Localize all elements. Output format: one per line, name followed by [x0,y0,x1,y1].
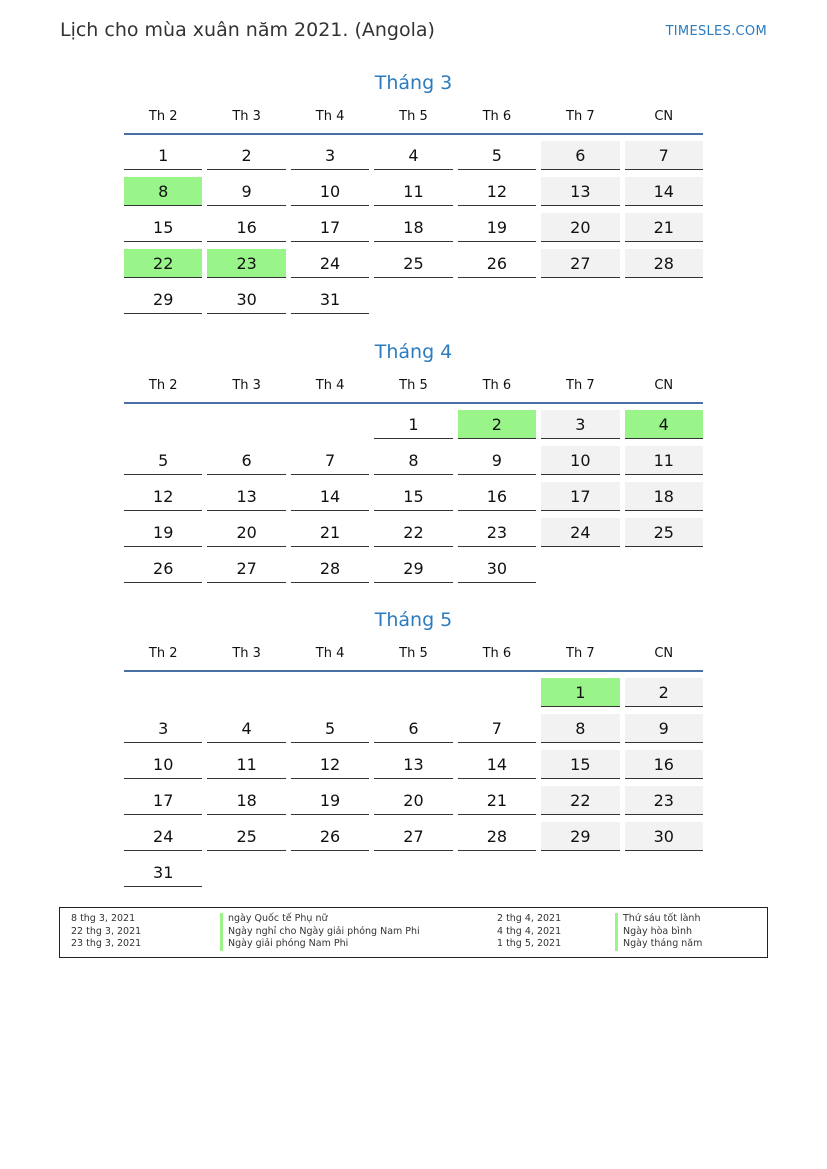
day-cell: 31 [124,858,202,887]
day-cell: 25 [625,518,703,547]
day-cell: 23 [207,249,285,278]
weekday-label: Th 2 [148,377,178,393]
week-row [124,446,703,476]
day-cell: 22 [374,518,452,547]
day-cell: 26 [291,822,369,851]
day-cell: 18 [374,213,452,242]
day-cell: 29 [124,285,202,314]
week-row [124,249,703,279]
day-cell: 21 [625,213,703,242]
empty-day-cell [541,858,619,887]
day-cell: 25 [374,249,452,278]
day-cell: 28 [458,822,536,851]
legend-date: 1 thg 5, 2021 [497,938,562,949]
weekday-label: Th 6 [482,377,512,393]
header-rule [124,670,703,672]
month-title: Tháng 3 [374,72,453,94]
day-cell: 26 [458,249,536,278]
month-calendar [124,607,703,888]
day-cell: 10 [541,446,619,475]
weekday-label: Th 6 [482,645,512,661]
day-cell: 21 [291,518,369,547]
weeks [124,141,703,315]
week-row [124,482,703,512]
day-cell: 14 [458,750,536,779]
day-cell: 10 [124,750,202,779]
empty-day-cell [207,410,285,439]
weekday-label: Th 7 [566,108,595,124]
day-cell: 17 [124,786,202,815]
day-cell: 4 [207,714,285,743]
day-cell: 27 [541,249,619,278]
legend-date: 22 thg 3, 2021 [71,925,142,937]
day-cell: 24 [291,249,369,278]
day-cell: 13 [374,750,452,779]
day-cell: 30 [625,822,703,851]
day-cell: 15 [124,213,202,242]
day-cell: 15 [541,750,619,779]
weekday-label: Th 2 [148,645,178,661]
day-cell: 12 [124,482,202,511]
week-row [124,518,703,548]
weekday-label: CN [654,108,674,124]
legend-holiday-name: Ngày giải phóng Nam Phi [220,938,420,951]
day-cell: 5 [124,446,202,475]
weekday-header [124,375,703,395]
day-cell: 24 [124,822,202,851]
week-row [124,678,703,708]
day-cell: 14 [625,177,703,206]
day-cell: 7 [291,446,369,475]
weekday-header [124,643,703,663]
day-cell: 7 [625,141,703,170]
day-cell: 5 [458,141,536,170]
day-cell: 16 [207,213,285,242]
weekday-label: Th 2 [148,108,178,124]
day-cell: 16 [458,482,536,511]
empty-day-cell [291,410,369,439]
empty-day-cell [374,285,452,314]
weekday-label: CN [654,645,674,661]
day-cell: 3 [124,714,202,743]
empty-day-cell [625,285,703,314]
day-cell: 1 [541,678,619,707]
weekday-label: Th 7 [566,377,595,393]
week-row [124,141,703,171]
day-cell: 9 [458,446,536,475]
day-cell: 23 [458,518,536,547]
empty-day-cell [541,554,619,583]
legend-dates-left [71,913,141,951]
day-cell: 7 [458,714,536,743]
legend-holiday-name: Thứ sáu tốt lành [615,913,702,926]
day-cell: 17 [541,482,619,511]
weekday-label: Th 5 [399,645,428,661]
month-calendar [124,339,703,584]
day-cell: 30 [207,285,285,314]
empty-day-cell [374,678,452,707]
day-cell: 22 [541,786,619,815]
empty-day-cell [625,554,703,583]
legend-date: 4 thg 4, 2021 [497,925,562,937]
day-cell: 6 [374,714,452,743]
day-cell: 17 [291,213,369,242]
day-cell: 8 [541,714,619,743]
weekday-label: Th 4 [315,645,345,661]
day-cell: 16 [625,750,703,779]
legend-names-left [220,913,420,951]
day-cell: 12 [291,750,369,779]
legend-holiday-name: Ngày nghỉ cho Ngày giải phóng Nam Phi [220,926,420,939]
day-cell: 4 [625,410,703,439]
day-cell: 8 [124,177,202,206]
day-cell: 28 [625,249,703,278]
day-cell: 4 [374,141,452,170]
day-cell: 9 [207,177,285,206]
day-cell: 11 [207,750,285,779]
weeks [124,410,703,584]
weekday-header [124,106,703,126]
weekday-label: Th 7 [566,645,595,661]
day-cell: 1 [374,410,452,439]
empty-day-cell [458,285,536,314]
week-row [124,410,703,440]
day-cell: 29 [374,554,452,583]
day-cell: 26 [124,554,202,583]
day-cell: 25 [207,822,285,851]
weekday-label: Th 6 [482,108,512,124]
day-cell: 9 [625,714,703,743]
empty-day-cell [124,678,202,707]
empty-day-cell [458,858,536,887]
day-cell: 21 [458,786,536,815]
weeks [124,678,703,888]
legend-dates-right [497,913,561,951]
day-cell: 22 [124,249,202,278]
day-cell: 10 [291,177,369,206]
empty-day-cell [541,285,619,314]
day-cell: 8 [374,446,452,475]
day-cell: 3 [541,410,619,439]
day-cell: 20 [207,518,285,547]
header-rule [124,402,703,404]
day-cell: 24 [541,518,619,547]
week-row [124,213,703,243]
weekday-label: Th 5 [399,108,428,124]
day-cell: 29 [541,822,619,851]
day-cell: 11 [625,446,703,475]
weekday-label: Th 4 [315,108,345,124]
day-cell: 6 [541,141,619,170]
weekday-label: Th 3 [232,645,261,661]
day-cell: 6 [207,446,285,475]
week-row [124,714,703,744]
day-cell: 15 [374,482,452,511]
legend-holiday-name: ngày Quốc tế Phụ nữ [220,913,420,926]
day-cell: 13 [207,482,285,511]
weekday-label: Th 5 [399,377,428,393]
day-cell: 28 [291,554,369,583]
day-cell: 31 [291,285,369,314]
day-cell: 2 [625,678,703,707]
weekday-label: Th 3 [232,377,261,393]
empty-day-cell [291,678,369,707]
day-cell: 27 [374,822,452,851]
week-row [124,750,703,780]
holiday-legend [59,907,768,958]
legend-holiday-name: Ngày tháng năm [615,938,702,951]
month-title: Tháng 5 [374,609,453,631]
day-cell: 20 [374,786,452,815]
legend-date: 23 thg 3, 2021 [71,938,142,949]
day-cell: 30 [458,554,536,583]
weekday-label: CN [654,377,674,393]
day-cell: 18 [625,482,703,511]
empty-day-cell [124,410,202,439]
empty-day-cell [458,678,536,707]
header-rule [124,133,703,135]
empty-day-cell [207,678,285,707]
day-cell: 3 [291,141,369,170]
day-cell: 18 [207,786,285,815]
day-cell: 19 [458,213,536,242]
month-title: Tháng 4 [374,341,453,363]
legend-date: 8 thg 3, 2021 [71,913,136,924]
week-row [124,858,703,888]
empty-day-cell [374,858,452,887]
empty-day-cell [291,858,369,887]
page-title: Lịch cho mùa xuân năm 2021. (Angola) [60,19,435,41]
day-cell: 13 [541,177,619,206]
day-cell: 27 [207,554,285,583]
day-cell: 2 [458,410,536,439]
day-cell: 12 [458,177,536,206]
empty-day-cell [625,858,703,887]
month-calendar [124,70,703,315]
day-cell: 20 [541,213,619,242]
day-cell: 11 [374,177,452,206]
week-row [124,554,703,584]
weekday-label: Th 4 [315,377,345,393]
day-cell: 2 [207,141,285,170]
week-row [124,786,703,816]
legend-holiday-name: Ngày hòa bình [615,926,702,939]
day-cell: 14 [291,482,369,511]
day-cell: 19 [124,518,202,547]
day-cell: 23 [625,786,703,815]
day-cell: 5 [291,714,369,743]
site-link[interactable]: TIMESLES.COM [665,24,767,39]
day-cell: 19 [291,786,369,815]
legend-date: 2 thg 4, 2021 [497,913,562,924]
legend-names-right [615,913,702,951]
weekday-label: Th 3 [232,108,261,124]
empty-day-cell [207,858,285,887]
week-row [124,822,703,852]
week-row [124,285,703,315]
day-cell: 1 [124,141,202,170]
week-row [124,177,703,207]
